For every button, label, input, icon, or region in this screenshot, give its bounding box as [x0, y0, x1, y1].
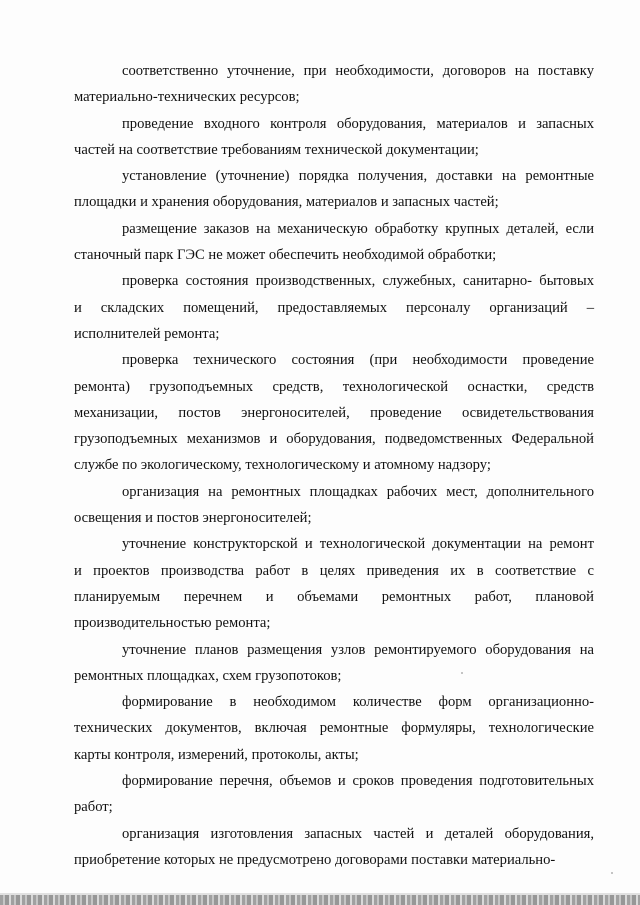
text-line: ремонта) грузоподъемных средств, технологической оснастки, средств [74, 378, 594, 395]
text-line: размещение заказов на механическую обработку крупных деталей, если [122, 220, 594, 237]
text-line: службе по экологическому, технологическому и атомному надзору; [74, 457, 491, 474]
text-line: грузоподъемных механизмов и оборудования, подведомственных Федеральной [74, 431, 594, 448]
scan-speck [611, 872, 613, 874]
text-line: и проектов производства работ в целях приведения их в соответствие с [74, 562, 594, 579]
paragraph [74, 58, 594, 111]
text-line: проведение входного контроля оборудования, материалов и запасных [122, 115, 594, 132]
scan-edge-artifact [0, 895, 640, 905]
text-line: освещения и постов энергоносителей; [74, 510, 312, 527]
text-line: частей на соответствие требованиям технической документации; [74, 141, 479, 158]
text-line: материально-технических ресурсов; [74, 89, 300, 106]
text-line: приобретение которых не предусмотрено договорами поставки материально- [74, 851, 556, 868]
paragraph [74, 347, 594, 478]
scan-speck [461, 672, 463, 674]
text-line: технических документов, включая ремонтные формуляры, технологические [74, 720, 594, 737]
paragraph [74, 531, 594, 636]
paragraph [74, 637, 594, 690]
text-line: механизации, постов энергоносителей, проведение освидетельствования [74, 404, 594, 421]
paragraph [74, 216, 594, 269]
text-line: уточнение конструкторской и технологической документации на ремонт [122, 536, 594, 553]
text-line: проверка состояния производственных, служебных, санитарно- бытовых [122, 273, 594, 290]
text-line: площадки и хранения оборудования, материалов и запасных частей; [74, 194, 499, 211]
paragraph [74, 821, 594, 874]
text-line: проверка технического состояния (при необходимости проведение [122, 352, 594, 369]
text-line: установление (уточнение) порядка получения, доставки на ремонтные [122, 168, 594, 185]
text-line: организация изготовления запасных частей и деталей оборудования, [122, 825, 594, 842]
paragraph [74, 111, 594, 164]
text-line: ремонтных площадках, схем грузопотоков; [74, 667, 342, 684]
text-line: работ; [74, 799, 113, 816]
paragraph [74, 768, 594, 821]
text-line: производительностью ремонта; [74, 615, 271, 632]
text-line: формирование в необходимом количестве форм организационно- [122, 694, 594, 711]
text-line: организация на ремонтных площадках рабочих мест, дополнительного [122, 483, 594, 500]
text-line: формирование перечня, объемов и сроков проведения подготовительных [122, 773, 594, 790]
document-body [74, 58, 594, 873]
paragraph [74, 479, 594, 532]
text-line: и складских помещений, предоставляемых персоналу организаций – [74, 299, 594, 316]
paragraph [74, 689, 594, 768]
text-line: соответственно уточнение, при необходимости, договоров на поставку [122, 63, 594, 79]
text-line: уточнение планов размещения узлов ремонтируемого оборудования на [122, 641, 594, 658]
paragraph [74, 268, 594, 347]
text-line: планируемым перечнем и объемами ремонтных работ, плановой [74, 588, 594, 605]
text-line: карты контроля, измерений, протоколы, акты; [74, 746, 359, 763]
paragraph [74, 163, 594, 216]
text-line: станочный парк ГЭС не может обеспечить необходимой обработки; [74, 247, 497, 264]
text-line: исполнителей ремонта; [74, 325, 220, 342]
